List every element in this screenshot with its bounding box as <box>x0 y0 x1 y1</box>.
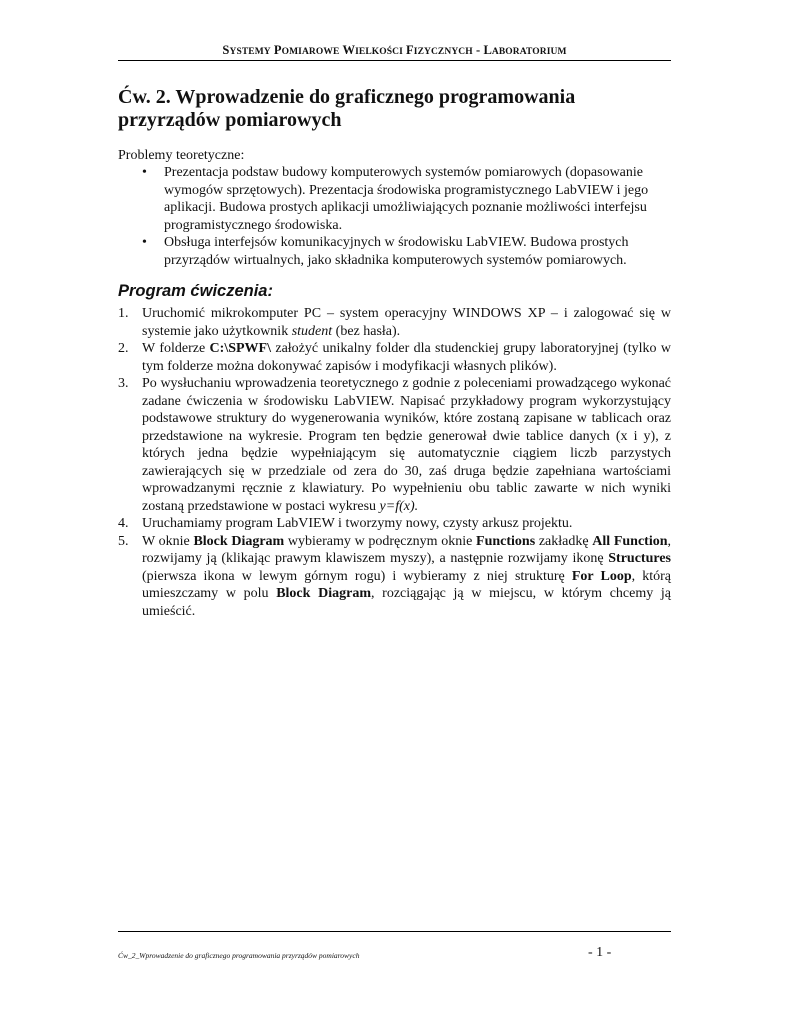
list-item-text: Obsługa interfejsów komunikacyjnych w środowisku LabVIEW. Budowa prostych przyrządów wirtualnych, jako składnika komputerowych systemów pomiarowych. <box>164 235 629 268</box>
keyword: Block Diagram <box>276 586 371 601</box>
list-item-text: Prezentacja podstaw budowy komputerowych systemów pomiarowych (dopasowanie wymogów sprzętowych). Prezentacja środowiska programistycznego LabVIEW i jego aplikacji. Budowa prostych aplikacji umożliwiających poznanie możliwości interfejsu programistycznego środowiska. <box>164 165 649 233</box>
step-number: 4. <box>118 516 129 531</box>
step-text: założyć unikalny folder dla studenckiej grupy laboratoryjnej (tylko w tym folderze można dokonywać zapisów i modyfikacji własnych plików). <box>142 341 671 374</box>
keyword: All Function <box>592 533 668 549</box>
step-text: wybieramy w podręcznym oknie <box>284 533 477 549</box>
header-separator: - <box>472 43 484 57</box>
step-text: Po wysłuchaniu wprowadzenia teoretycznego z godnie z poleceniami prowadzącego wykonać zadane ćwiczenia w środowisku LabVIEW. Napisać przykładowy program wykorzystujący podstawowe struktury do wygenerowania wyników, które zostaną zapisane w tablicach oraz przedstawione na wykresie. Program ten będzie generował dwie tablice danych (x i y), z których jedna będzie wypełniającym się automatycznie ciągiem liczb parzystych zawierających się w przedziale od zera do 30, zaś druga będzie zapełniana wartościami wprowadzanymi ręcznie z klawiatury. Po wypełnieniu obu tablic zawarte w nich wyniki zostaną przedstawione w postaci wykresu <box>142 376 671 514</box>
step-item <box>118 305 671 340</box>
step-text: Uruchamiamy program LabVIEW i tworzymy nowy, czysty arkusz projektu. <box>142 516 573 531</box>
step-emphasis: student <box>291 323 333 339</box>
running-header <box>118 43 671 58</box>
header-word-4-rest: IZYCZNYCH <box>413 47 473 57</box>
step-number: 2. <box>118 341 129 356</box>
step-item <box>118 375 671 515</box>
header-word-1-rest: YSTEMY <box>229 47 271 57</box>
header-word-3-initial: W <box>342 43 356 57</box>
step-text: Uruchomić mikrokomputer PC – system operacyjny WINDOWS XP – i zalogować się w systemie jako użytkownik <box>142 306 671 339</box>
theory-label: Problemy teoretyczne: <box>118 148 245 163</box>
list-item <box>118 164 671 234</box>
list-item <box>118 234 671 269</box>
step-text: W oknie <box>142 533 194 549</box>
step-text: , rozwijamy ją (klikając prawym klawiszem myszy), a następnie rozwijamy ikonę <box>142 533 672 566</box>
page-number: - 1 - <box>588 945 612 960</box>
header-word-5-rest: ABORATORIUM <box>491 47 567 57</box>
step-text: zakładkę <box>535 533 593 549</box>
step-number: 3. <box>118 376 129 391</box>
keyword: Structures <box>608 551 671 566</box>
header-word-4-initial: F <box>406 43 414 57</box>
header-word-2-rest: OMIAROWE <box>281 47 340 57</box>
header-word-5-initial: L <box>483 43 492 57</box>
header-rule <box>118 60 671 61</box>
step-text: (bez hasła). <box>332 323 401 339</box>
document-title: Ćw. 2. Wprowadzenie do graficznego programowania przyrządów pomiarowych <box>118 86 576 131</box>
keyword: Block Diagram <box>193 533 285 549</box>
step-number: 1. <box>118 306 129 321</box>
header-word-1-initial: S <box>222 43 230 57</box>
header-word-3-rest: IELKOŚCI <box>355 47 403 57</box>
step-number: 5. <box>118 533 129 549</box>
step-text: , rozciągając ją w miejscu, w którym chcemy ją umieścić. <box>142 586 672 619</box>
folder-path: C:\SPWF\ <box>209 341 271 356</box>
step-text: (pierwsza ikona w lewym górnym rogu) i wybieramy z niej strukturę <box>142 568 572 584</box>
keyword: Functions <box>476 533 536 549</box>
step-text: W folderze <box>142 341 210 356</box>
step-item <box>118 533 671 621</box>
step-text: , którą umieszczamy w polu <box>142 568 672 601</box>
formula: y=f(x). <box>379 498 419 514</box>
step-item <box>118 340 671 375</box>
keyword: For Loop <box>571 568 632 584</box>
program-heading: Program ćwiczenia: <box>118 282 273 300</box>
bullet-symbol: • <box>142 235 147 250</box>
footer-document-name: Ćw_2_Wprowadzenie do graficznego programowania przyrządów pomiarowych <box>118 951 360 960</box>
theory-list <box>118 164 671 269</box>
bullet-symbol: • <box>142 165 147 180</box>
header-word-2-initial: P <box>273 43 282 57</box>
footer-rule <box>118 931 671 932</box>
program-steps <box>118 305 671 620</box>
step-item <box>118 515 671 533</box>
